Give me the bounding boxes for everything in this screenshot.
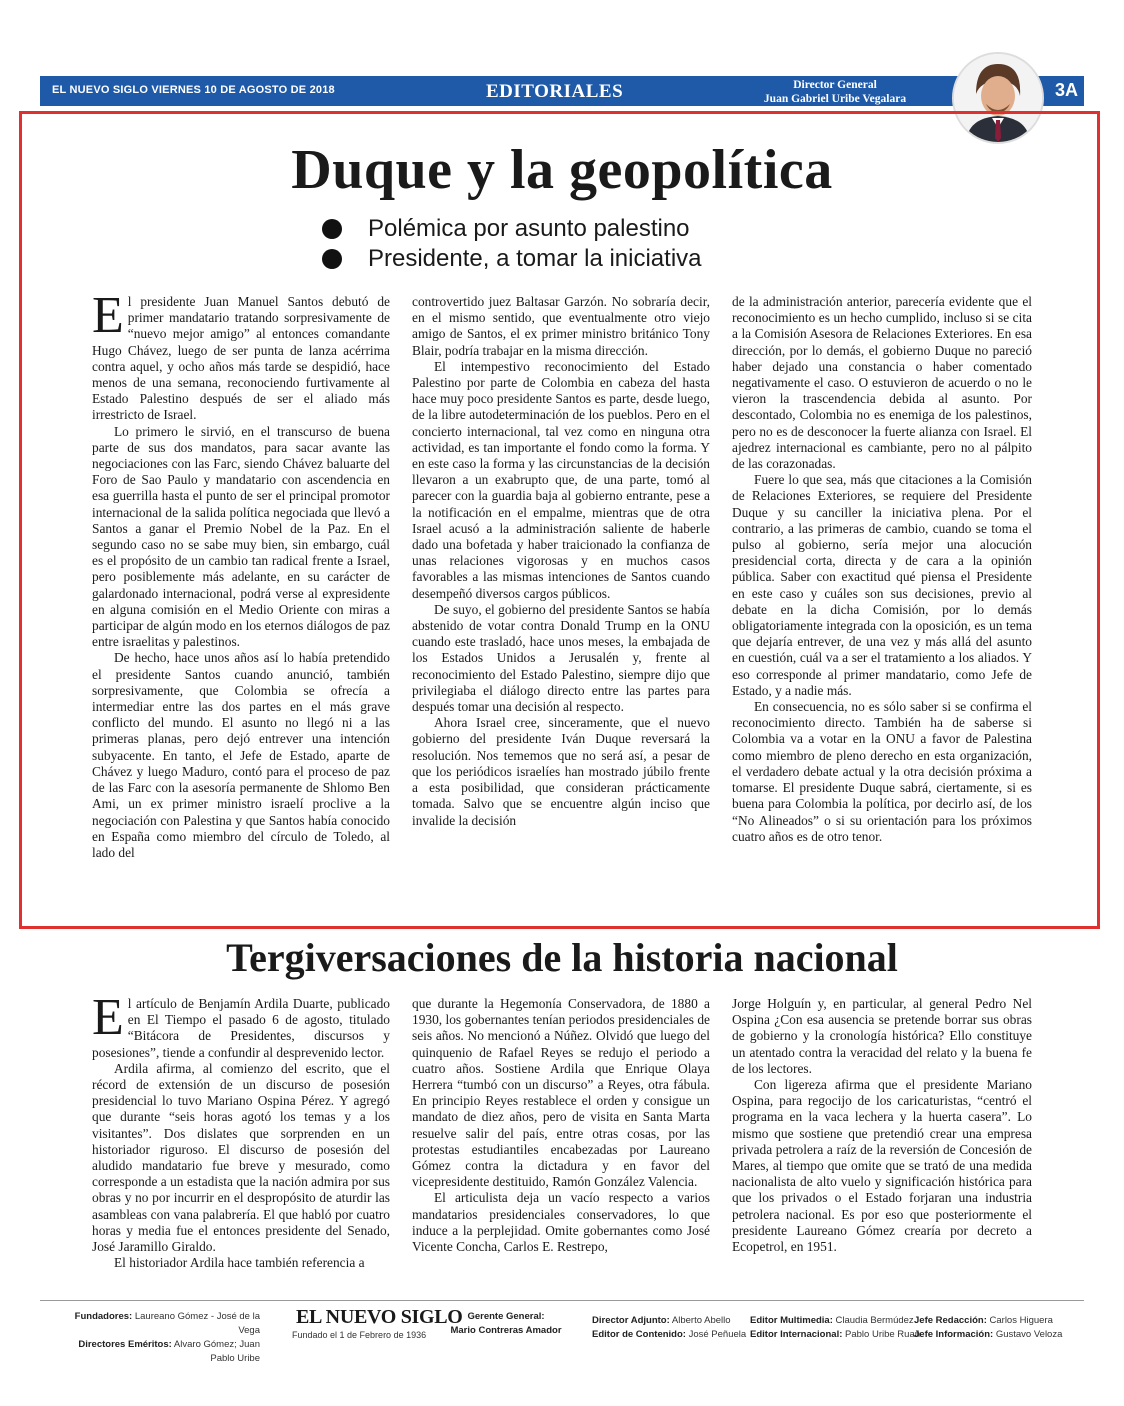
footer-editors-2: Editor Multimedia: Claudia Bermúdez Editor Internacional: Pablo Uribe Ruan [750, 1315, 921, 1340]
paragraph: Fuere lo que sea, más que citaciones a la Comisión de Relaciones Exteriores, se requiere del Presidente Duque y su canciller la iniciativa plena. Por el contrario, a las primeras de cambio, cuando se toma el pulso al gobierno, sería mejor una alocución presidencial corta, directa y de cara a la opinión pública. Saber con exactitud qué piensa el Presidente en este caso y cuáles son sus decisiones, previo al debate en la dicha Comisión, por lo demás obligatoriamente integrada con la oposición, es un tema que dejaría entrever, de una vez y más allá del asunto en cuestión, cuál va a ser el tratamiento a los aliados. Y eso corresponde al primer mandatario, como Jefe de Estado, y a nadie más. [732, 472, 1032, 698]
paragraph: Ahora Israel cree, sinceramente, que el nuevo gobierno del presidente Iván Duque reversará la resolución. Nos tememos que no será así, a pesar de que los periódicos israelíes han mostrado júbilo frente a esta posibilidad, que consideran prácticamente tomada. Salvo que se encuentre algún inciso que invalide la decisión [412, 715, 710, 828]
paragraph: que durante la Hegemonía Conservadora, de 1880 a 1930, los gobernantes tenían periodos presidenciales de seis años. No mencionó a Núñez. Olvidó que luego del quinquenio de Rafael Reyes se redujo el periodo a cuatro años. Sostiene Ardila que Enrique Olaya Herrera “tumbó con un discurso” a Reyes, otra fábula. En principio Reyes restablece el orden y consigue un mandato de diez años, pero de visita en Santa Marta resuelve salir del país, entre otras cosas, por las protestas estudiantiles encabezadas por Laureano Gómez contra la dictadura y en favor del vicepresidente destituido, Ramón González Valencia. [412, 996, 710, 1190]
paragraph: controvertido juez Baltasar Garzón. No sobraría decir, en el mismo sentido, que eventualmente otro viejo amigo de Santos, el ex primer ministro británico Tony Blair, podría trabajar en la misma dirección. [412, 294, 710, 358]
summary-text: Presidente, a tomar la iniciativa [368, 245, 702, 272]
paragraph: Jorge Holguín y, en particular, al general Pedro Nel Ospina ¿Con esa ausencia se pretende borrar sus obras de gobierno y la cronología histórica? Ello constituye un atentado contra la veracidad del relato y la buena fe de los lectores. [732, 996, 1032, 1076]
paragraph: El presidente Juan Manuel Santos debutó de primer mandatario tratando sorpresivamente de “nuevo mejor amigo” al entonces comandante Hugo Chávez, luego de ser punta de lanza acérrima contra aquel, y ocho años más tarde se despidió, hace menos de una semana, reconociendo furtivamente al Estado Palestino después de ser el aliado más irrestricto de Israel. [92, 287, 390, 423]
paragraph: De hecho, hace unos años así lo había pretendido el presidente Santos cuando anunció, también sorpresivamente, que Colombia se ofrecía a intermediar entre las dos partes en el más grave conflicto del mundo. El asunto no llegó ni a las primeras planas, pero dejó entrever una intención subyacente. En tanto, el Jefe de Estado, aparte de Chávez y luego Maduro, contó para el proceso de paz de las Farc con la asesoría permanente de Shlomo Ben Ami, un ex primer ministro israelí proclive a la negociación con Palestina y que Santos había conocido en España como miembro del círculo de Toledo, al lado del [92, 650, 390, 860]
bullet-dot-icon [322, 219, 342, 239]
director-title: Director General [793, 79, 877, 91]
second-column-3 [732, 996, 1032, 1255]
drop-cap: E [92, 989, 124, 1046]
footer-editors-3: Jefe Redacción: Carlos Higuera Jefe Información: Gustavo Veloza [914, 1315, 1063, 1340]
paragraph: De suyo, el gobierno del presidente Santos se había abstenido de votar contra Donald Trump en la ONU cuando este trasladó, hace unos meses, la embajada de los Estados Unidos a Jerusalén y, frente al reconocimiento del Estado Palestino, siempre dijo que privilegiaba el diálogo directo entre las partes para después tomar una decisión al respecto. [412, 601, 710, 715]
header-bar [40, 76, 1084, 106]
paragraph: El artículo de Benjamín Ardila Duarte, publicado en El Tiempo el pasado 6 de agosto, titulado “Bitácora de Presidentes, discursos y posesiones”, tiende a confundir al desprevenido lector. [92, 989, 390, 1060]
paragraph: El intempestivo reconocimiento del Estado Palestino por parte de Colombia en cabeza del hasta hace muy poco presidente Santos es parte, desde luego, de la libre autodeterminación de los pueblos. Pero en el concierto internacional, tal vez como en ninguna otra actividad, es tan importante el fondo como la forma. Y en este caso la forma y las circunstancias de la decisión llevaron a un exabrupto que, de una parte, tomó al parecer con la guardia baja al gobierno entrante, pese a la notificación en el empalme, mientras que de otra Israel acusó a la administración saliente de haberle dado una bofetada y haber traicionado la confianza de unas relaciones vigorosas y en muchos casos favorables a las mismas intenciones de Santos cuando desempeñó diversos cargos públicos. [412, 358, 710, 601]
drop-cap: E [92, 287, 124, 344]
paragraph: Con ligereza afirma que el presidente Mariano Ospina, para regocijo de los caricaturistas, “centró el programa en la vaca lechera y la huerta casera”. Lo mismo que sostiene que pretendió crear una empresa privada petrolera a raíz de la reversión de Concesión de Mares, al tiempo que omite que se trató de una medida nacionalista de alto vuelo y significación histórica para que los privados o el Estado forjaran una industria petrolera nacional. Es por eso que posteriormente el presidente Laureano Gómez crearía por decreto a Ecopetrol, en 1951. [732, 1077, 1032, 1255]
summary-item [322, 244, 702, 274]
editorial-column-3 [732, 294, 1032, 845]
footer-divider [40, 1300, 1084, 1301]
founded-date: Fundado el 1 de Febrero de 1936 [292, 1330, 427, 1340]
paragraph: de la administración anterior, parecería evidente que el reconocimiento es un hecho cumplido, incluso si se cita a la Comisión Asesora de Relaciones Exteriores. En esa dirección, por lo demás, el gobierno Duque no pareció haber dejado una constancia o haber comentado negativamente el caso. O estuvieron de acuerdo o no le vieron la trascendencia debida al asunto. Por descontado, Colombia no es enemiga de los palestinos, pero no es de desconocer la fuerte alianza con Israel. El ajedrez internacional es cambiante, pero no al pálpito de las corazonadas. [732, 294, 1032, 472]
director-name: Juan Gabriel Uribe Vegalara [763, 93, 907, 105]
editorial-title: Duque y la geopolítica [291, 139, 833, 201]
publication-date: EL NUEVO SIGLO VIERNES 10 DE AGOSTO DE 2018 [52, 84, 335, 96]
paragraph: En consecuencia, no es sólo saber si se confirma el reconocimiento directo. También ha de saberse si Colombia va a votar en la ONU a favor de Palestina como miembro de pleno derecho en esta organización, el verdadero debate actual y la otra decisión próxima a tomarse. El presidente Duque sabrá, ciertamente, si es buena para Colombia la política, por decirlo así, de los “No Alineados” o si su orientación para los próximos cuatro años es de otro tenor. [732, 699, 1032, 844]
footer-manager: Gerente General: Mario Contreras Amador [450, 1311, 562, 1336]
bullet-dot-icon [322, 249, 342, 269]
footer-editors-1: Director Adjunto: Alberto Abello Editor de Contenido: José Peñuela [592, 1315, 747, 1340]
director-block [740, 78, 930, 106]
editorial-column-1 [92, 287, 390, 861]
paragraph: El articulista deja un vacío respecto a varios mandatarios presidenciales conservadores, lo que induce a la perplejidad. Omite gobernantes como José Vicente Concha, Carlos E. Restrepo, [412, 1190, 710, 1255]
paragraph: Lo primero le sirvió, en el transcurso de buena parte de sus dos mandatos, para sacar avante las negociaciones con las Farc, siendo Chávez baluarte del Foro de Sao Paulo y mandatario con ascendencia en esa guerrilla hasta el punto de ser el principal promotor internacional de la salida política negociada que llevó a Santos a ganar el Premio Nobel de la Paz. En el segundo caso no se sabe muy bien, sin embargo, cuál es el propósito de un cambio tan radical frente a Israel, pero posiblemente más adelante, en su carácter de galardonado internacional, podrá verse al expresidente en alguna comisión en el Medio Oriente con miras a participar de algún modo en los eternos diálogos de paz entre israelitas y palestinos. [92, 423, 390, 650]
editorial-column-2 [412, 294, 710, 829]
newspaper-logo: EL NUEVO SIGLO [296, 1306, 463, 1328]
page-number: 3A [1054, 80, 1078, 100]
paragraph: El historiador Ardila hace también referencia a [114, 1255, 365, 1271]
second-editorial-title: Tergiversaciones de la historia nacional [226, 935, 898, 980]
footer-founders: Fundadores: Laureano Gómez - José de la Vega Directores Eméritos: Alvaro Gómez; Juan Pablo Uribe [74, 1311, 260, 1364]
summary-item [322, 214, 702, 244]
second-column-1 [92, 989, 390, 1271]
summary-text: Polémica por asunto palestino [368, 215, 690, 242]
paragraph: Ardila afirma, al comienzo del escrito, que el récord de extensión de un discurso de posesión presidencial lo tuvo Mariano Ospina Pérez. Y agregó que durante “seis horas agotó los temas y a los visitantes”. Dos dislates que sorprenden en un historiador riguroso. El discurso de posesión del aludido mandatario fue breve y mesurado, como corresponde a un estadista que la nación admira por sus obras y no por incurrir en el despropósito de aturdir las asambleas con vana palabrería. El que habló por cuatro horas y media fue el entonces presidente del Senado, José Jaramillo Giraldo. [92, 1060, 390, 1255]
section-title: EDITORIALES [486, 81, 624, 102]
second-column-2 [412, 996, 710, 1255]
editorial-summary [322, 214, 702, 274]
